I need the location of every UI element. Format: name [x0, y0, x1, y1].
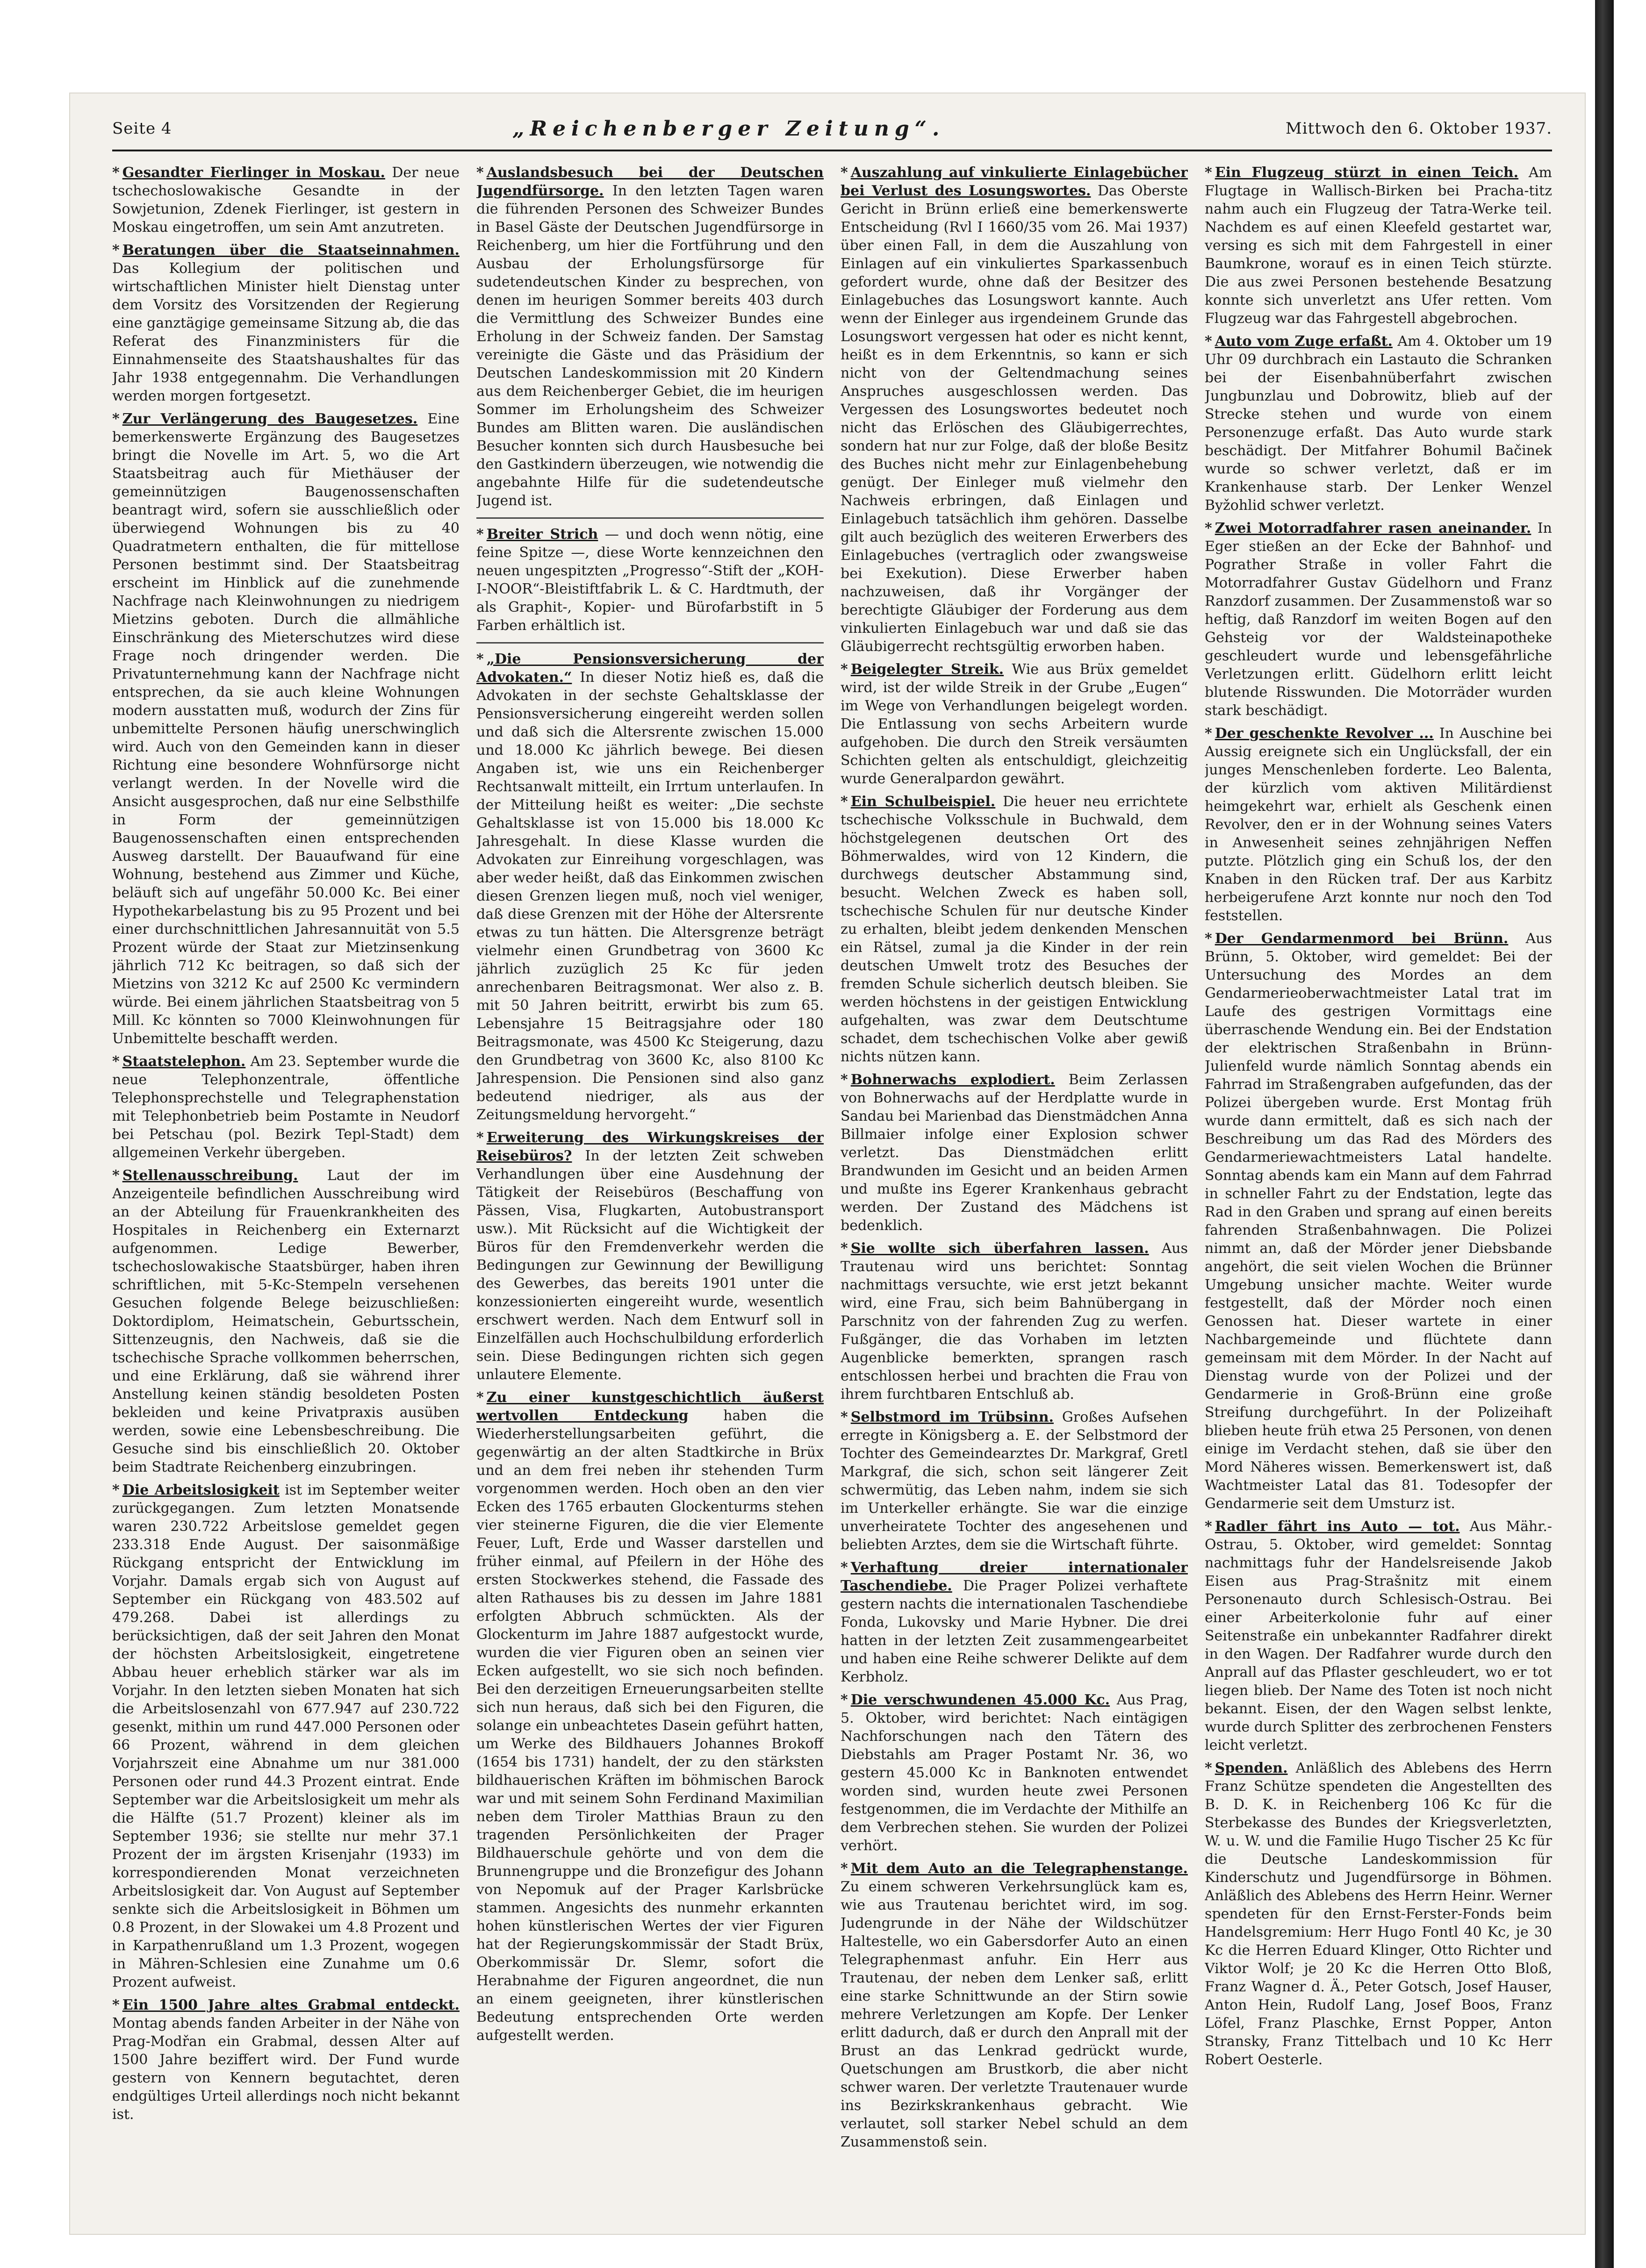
- article-text: [1205, 519, 1552, 720]
- masthead-title: „Reichenberger Zeitung“.: [512, 116, 945, 141]
- asterisk-icon: *: [841, 1860, 848, 1877]
- article-text: [841, 1239, 1188, 1403]
- article-body: Am Flugtage in Wallisch-Birken bei Pracha-titz nahm auch ein Flugzeug der Tatra-Werke teil. Nachdem es auf einen Kleefeld gestartet war, versing es sich mit dem Fahrgestell in einer Baumkrone, worauf es in einen Teich stürzte. Die aus zwei Personen bestehende Besatzung konnte sich unverletzt ans Ufer retten. Vom Flugzeug war das Fahrgestell abgebrochen.: [1205, 165, 1552, 327]
- article-headline: Auszahlung auf vinkulierte Einlagebücher bei Verlust des Losungswortes.: [841, 165, 1188, 199]
- article-body: ist im September weiter zurückgegangen. Zum letzten Monatsende waren 230.722 Arbeitslose gemeldet gegen 233.318 Ende August. Der saisonmäßige Rückgang entspricht der Entwicklung im Vorjahr. Damals ergab sich von August auf September ein Rückgang von 483.502 auf 479.268. Dabei ist allerdings zu berücksichtigen, daß der seit Jahren den Monat der höchsten Arbeitslosigkeit, eingetretene Abbau heuer erheblich stärker war als im Vorjahr. In den letzten sieben Monaten hat sich die Arbeitslosenzahl von 677.947 auf 230.722 gesenkt, mithin um rund 447.000 Personen oder 66 Prozent, während in dem gleichen Vorjahrszeit eine Abnahme um nur 381.000 Personen oder rund 44.3 Prozent eintrat. Ende September war die Arbeitslosigkeit um mehr als die Hälfte (51.7 Prozent) kleiner als im September 1936; sie stellte nur mehr 37.1 Prozent der im ärgsten Krisenjahr (1933) im korrespondierenden Monat verzeichneten Arbeitslosigkeit dar. Von August auf September senkte sich die Arbeitslosigkeit in Böhmen um 0.8 Prozent, in der Slowakei um 4.8 Prozent und in Karpathenrußland um 1.3 Prozent, wogegen in Mähren-Schlesien eine Zunahme um 0.6 Prozent aufweist.: [112, 1482, 460, 1990]
- article: [841, 1239, 1188, 1403]
- article: [841, 1408, 1188, 1554]
- asterisk-icon: *: [112, 1053, 120, 1070]
- asterisk-icon: *: [1205, 725, 1212, 742]
- article-headline: Der Gendarmenmord bei Brünn.: [1215, 930, 1509, 947]
- asterisk-icon: *: [841, 1240, 848, 1257]
- article: [476, 650, 824, 1124]
- article-headline: Auto vom Zuge erfaßt.: [1215, 333, 1393, 350]
- article: [841, 1860, 1188, 2151]
- asterisk-icon: *: [841, 1560, 848, 1576]
- article: [841, 1559, 1188, 1686]
- article: [1205, 724, 1552, 925]
- article-text: [1205, 332, 1552, 515]
- article-headline: Ein 1500 Jahre altes Grabmal entdeckt.: [122, 1997, 460, 2013]
- article: [841, 793, 1188, 1066]
- article-headline: Der geschenkte Revolver ...: [1215, 725, 1434, 742]
- article-headline: Zur Verlängerung des Baugesetzes.: [122, 411, 418, 427]
- asterisk-icon: *: [841, 1072, 848, 1088]
- article-text: [112, 241, 460, 405]
- article-headline: Staatstelephon.: [122, 1053, 246, 1070]
- newspaper-page: [70, 93, 1585, 2234]
- article-headline: Stellenausschreibung.: [122, 1167, 298, 1184]
- scan-edge: [1595, 0, 1614, 2268]
- article-text: [476, 1388, 824, 2045]
- article-body: Am 4. Oktober um 19 Uhr 09 durchbrach ein Lastauto die Schranken bei der Eisenbahnüberfahrt zwischen Jungbunzlau und Dobrowitz, blieb auf der Strecke stehen und wurde von einem Personenzuge erfaßt. Das Auto wurde stark beschädigt. Der Mitfahrer Bohumil Bačinek wurde so schwer verletzt, daß er im Krankenhause starb. Der Lenker Wenzel Byžohlid schwer verletzt.: [1205, 333, 1552, 514]
- asterisk-icon: *: [841, 165, 848, 181]
- article-headline: Ein Schulbeispiel.: [850, 794, 996, 810]
- page-header: [112, 107, 1552, 151]
- article-body: Das Kollegium der politischen und wirtschaftlichen Minister hielt Dienstag unter dem Vorsitz des Vorsitzenden der Regierung eine ganztägige gemeinsame Sitzung ab, die das Referat des Finanzministers für die Einnahmenseite des Staatshaushaltes für das Jahr 1938 entgegennahm. Die Verhandlungen werden morgen fortgesetzt.: [112, 260, 460, 404]
- asterisk-icon: *: [476, 165, 484, 181]
- article: [841, 1691, 1188, 1855]
- article-headline: „Die Pensionsversicherung der Advokaten.“: [476, 651, 824, 686]
- page-number: Seite 4: [112, 119, 172, 138]
- article-headline: Erweiterung des Wirkungskreises der Reisebüros?: [476, 1130, 824, 1164]
- article: [112, 241, 460, 405]
- article-body: Aus Prag, 5. Oktober, wird berichtet: Nach eintägigen Nachforschungen nach den Tätern des Diebstahls am Prager Postamt Nr. 36, wo gestern 45.000 Kc in Banknoten entwendet worden sind, wurden heute zwei Personen festgenommen, die im Verdachte der Mithilfe an dem Verbrechen stehen. Sie wurden der Polizei verhört.: [841, 1692, 1188, 1854]
- article-text: [112, 1481, 460, 1991]
- article-text: [476, 525, 824, 635]
- article-text: [112, 1166, 460, 1476]
- asterisk-icon: *: [1205, 520, 1212, 537]
- article-divider: [476, 642, 824, 644]
- article-text: [841, 164, 1188, 656]
- article-text: [841, 1559, 1188, 1686]
- asterisk-icon: *: [841, 1692, 848, 1708]
- article-body: In Auschine bei Aussig ereignete sich ein Unglücksfall, der ein junges Menschenleben forderte. Leo Balenta, der kürzlich vom aktiven Militärdienst heimgekehrt war, erhielt als Geschenk einen Revolver, den er in der Wohnung seines Vaters in Anwesenheit seines zehnjährigen Neffen putzte. Plötzlich ging ein Schuß los, der den Knaben in den Rücken traf. Der aus Karbitz herbeigerufene Arzt konnte nur noch den Tod feststellen.: [1205, 725, 1552, 924]
- column-1: [112, 164, 460, 2215]
- asterisk-icon: *: [1205, 165, 1212, 181]
- asterisk-icon: *: [841, 1409, 848, 1425]
- article-headline: Bohnerwachs explodiert.: [850, 1072, 1055, 1088]
- article-text: [112, 1996, 460, 2124]
- article-headline: Verhaftung dreier internationaler Taschendiebe.: [841, 1560, 1188, 1594]
- article-text: [1205, 1517, 1552, 1754]
- asterisk-icon: *: [112, 411, 120, 427]
- article-divider: [476, 517, 824, 519]
- article: [1205, 1517, 1552, 1754]
- asterisk-icon: *: [112, 242, 120, 258]
- article-text: [841, 1071, 1188, 1235]
- article-headline: Radler fährt ins Auto — tot.: [1215, 1518, 1460, 1535]
- article-headline: Breiter Strich: [486, 526, 598, 543]
- article-body: Montag abends fanden Arbeiter in der Nähe von Prag-Modřan ein Grabmal, dessen Alter auf 1500 Jahre beziffert wird. Der Fund wurde gestern von Kennern begutachtet, deren endgültiges Urteil allerdings noch nicht bekannt ist.: [112, 2015, 460, 2123]
- article: [841, 660, 1188, 788]
- article-body: Die heuer neu errichtete tschechische Volksschule in Buchwald, dem höchstgelegenen deutschen Ort des Böhmerwaldes, wird von 12 Kindern, die durchwegs deutscher Abstammung sind, besucht. Welchen Zweck es haben soll, tschechische Schulen für nur deutsche Kinder zu erhalten, bleibt jedem denkenden Menschen ein Rätsel, zumal ja die Kinder in der rein deutschen Umwelt trotz des Besuches der fremden Schule sicherlich deutsch bleiben. Sie werden höchstens in der geistigen Entwicklung aufgehalten, was zwar dem Deutschtume schadet, dem tschechischen Volke aber gewiß nichts nützen kann.: [841, 794, 1188, 1065]
- article: [112, 1996, 460, 2124]
- article-headline: Beigelegter Streik.: [850, 661, 1004, 678]
- article: [476, 1129, 824, 1384]
- article-text: [1205, 164, 1552, 328]
- article: [476, 164, 824, 510]
- article-body: Beim Zerlassen von Bohnerwachs auf der Herdplatte wurde in Sandau bei Marienbad das Dienstmädchen Anna Billmaier infolge einer Explosion schwer verletzt. Das Dienstmädchen erlitt Brandwunden im Gesicht und an beiden Armen und mußte ins Egerer Krankenhaus gebracht werden. Der Zustand des Mädchens ist bedenklich.: [841, 1072, 1188, 1234]
- asterisk-icon: *: [476, 651, 484, 667]
- article: [1205, 164, 1552, 328]
- article-body: Der neue tschechoslowakische Gesandte in der Sowjetunion, Zdenek Fierlinger, ist gestern in Moskau eingetroffen, um sein Amt anzutreten.: [112, 165, 460, 236]
- asterisk-icon: *: [112, 1167, 120, 1184]
- column-4: [1205, 164, 1552, 2215]
- article-headline: Die verschwundenen 45.000 Kc.: [850, 1692, 1110, 1708]
- article-body: Anläßlich des Ablebens des Herrn Franz Schütze spendeten die Angestellten des B. D. K. in Reichenberg 106 Kc für die Sterbekasse des Bundes der Kriegsverletzten, W. u. W. und die Familie Hugo Tischer 25 Kc für die Deutsche Landeskommission für Kinderschutz und Jugendfürsorge in Böhmen. Anläßlich des Ablebens des Herrn Heinr. Werner spendeten für den Ernst-Ferster-Fonds beim Handelsgremium: Herr Hugo Fontl 40 Kc, je 30 Kc die Herren Eduard Klinger, Otto Richter und Viktor Wolf; je 20 Kc die Herren Otto Bloß, Franz Wagner d. Ä., Peter Gotsch, Josef Hauser, Anton Hein, Rudolf Lang, Josef Boos, Franz Löfel, Franz Plaschke, Ernst Popper, Anton Stransky, Franz Tittelbach und 10 Kc Herr Robert Oesterle.: [1205, 1760, 1552, 2068]
- article-headline: Zu einer kunstgeschichtlich äußerst wertvollen Entdeckung: [476, 1389, 824, 1424]
- article-headline: Ein Flugzeug stürzt in einen Teich.: [1215, 165, 1519, 181]
- article-body: In dieser Notiz hieß es, daß die Advokaten in der sechste Gehaltsklasse der Pensionsversicherung eingereiht werden sollen und daß sich die Altersrente zwischen 15.000 und 18.000 Kc jährlich bewege. Bei diesen Angaben ist, wie uns ein Reichenberger Rechtsanwalt mitteilt, ein Irrtum unterlaufen. In der Mitteilung heißt es weiter: „Die sechste Gehaltsklasse ist von 15.000 bis 18.000 Kc Jahresgehalt. In diese Klasse wurden die Advokaten zur Einreihung vorgeschlagen, was aber weder heißt, daß das Einkommen zwischen diesen Grenzen liegen muß, noch viel weniger, daß diese Grenzen mit der Höhe der Altersrente etwas zu tun hätten. Die Altersgrenze beträgt vielmehr einen Grundbetrag von 3600 Kc jährlich zuzüglich 25 Kc für jeden anrechenbaren Beitragsmonat. Wer also z. B. mit 50 Jahren beitritt, erwirbt bis zum 65. Lebensjahre 15 Beitragsjahre oder 180 Beitragsmonate, was 4500 Kc Steigerung, dazu den Grundbetrag von 3600 Kc, also 8100 Kc Jahrespension. Die Pensionen sind also ganz bedeutend niedriger, als aus der Zeitungsmeldung hervorgeht.“: [476, 669, 824, 1123]
- issue-date: Mittwoch den 6. Oktober 1937.: [1285, 119, 1552, 138]
- article-headline: Sie wollte sich überfahren lassen.: [850, 1240, 1149, 1257]
- article-text: [112, 410, 460, 1048]
- article-body: Wie aus Brüx gemeldet wird, ist der wilde Streik in der Grube „Eugen“ im Wege von Verhandlungen beigelegt worden. Die Entlassung von sechs Arbeitern wurde aufgehoben. Die durch den Streik versäumten Schichten gelten als entschuldigt, gleichzeitig wurde Generalpardon gewährt.: [841, 661, 1188, 787]
- article: [112, 164, 460, 236]
- article-headline: Mit dem Auto an die Telegraphenstange.: [850, 1860, 1188, 1877]
- asterisk-icon: *: [841, 794, 848, 810]
- article-text: [476, 650, 824, 1124]
- article-text: [1205, 1759, 1552, 2069]
- article: [841, 1071, 1188, 1235]
- article-body: Zu einem schweren Verkehrsunglück kam es, wie aus Trautenau berichtet wird, im sog. Judengrunde in der Nähe der Wildschützer Haltestelle, wo ein Gabersdorfer Auto an einen Telegraphenmast anfuhr. Ein Herr aus Trautenau, der neben dem Lenker saß, erlitt eine starke Schnittwunde an der Stirn sowie mehrere Verletzungen am Kopfe. Der Lenker erlitt dadurch, daß er durch den Anprall mit der Brust an das Lenkrad gedrückt wurde, Quetschungen am Brustkorb, die aber nicht schwer waren. Der verletzte Trautenauer wurde ins Bezirkskrankenhaus gebracht. Wie verlautet, soll starker Nebel schuld an dem Zusammenstoß sein.: [841, 1879, 1188, 2150]
- article-headline: Spenden.: [1215, 1760, 1288, 1776]
- article-text: [476, 1129, 824, 1384]
- article-headline: Die Arbeitslosigkeit: [122, 1482, 280, 1498]
- column-3: [841, 164, 1188, 2215]
- article-headline: Selbstmord im Trübsinn.: [850, 1409, 1054, 1425]
- article-text: [112, 1052, 460, 1162]
- article: [1205, 519, 1552, 720]
- column-2: [476, 164, 824, 2215]
- article: [112, 1052, 460, 1162]
- article-text: [841, 793, 1188, 1066]
- asterisk-icon: *: [476, 526, 484, 543]
- article: [112, 410, 460, 1048]
- article-headline: Gesandter Fierlinger in Moskau.: [122, 165, 385, 181]
- article-text: [841, 1408, 1188, 1554]
- article-body: Laut der im Anzeigenteile befindlichen Ausschreibung wird an der Abteilung für Frauenkrankheiten des Hospitales in Reichenberg ein Externarzt aufgenommen. Ledige Bewerber, tschechoslowakische Staatsbürger, haben ihren schriftlichen, mit 5-Kc-Stempeln versehenen Gesuchen folgende Belege beizuschließen: Doktordiplom, Heimatschein, Geburtsschein, Sittenzeugnis, den Nachweis, daß sie die tschechische Sprache vollkommen beherrschen, und eine Erklärung, daß sie während ihrer Anstellung keinen ständig besoldeten Posten bekleiden und keine Privatpraxis ausüben werden, sowie eine Lebensbeschreibung. Die Gesuche sind bis einschließlich 20. Oktober beim Stadtrate Reichenberg einzubringen.: [112, 1167, 460, 1475]
- article-body: In Eger stießen an der Ecke der Bahnhof- und Pograther Straße in voller Fahrt die Motorradfahrer Gustav Güdelhorn und Franz Ranzdorf zusammen. Der Zusammenstoß war so heftig, daß Ranzdorf im weiten Bogen auf den Gehsteig vor der Waldsteinapotheke geschleudert wurde und lebensgefährliche Verletzungen erlitt. Güdelhorn erlitt leicht blutende Risswunden. Die Motorräder wurden stark beschädigt.: [1205, 520, 1552, 719]
- article-body: In den letzten Tagen waren die führenden Personen des Schweizer Bundes in Basel Gäste der Deutschen Jugendfürsorge in Reichenberg, um hier die Fortführung und den Ausbau der Erholungsfürsorge für sudetendeutschen Kinder zu besprechen, von denen im heurigen Sommer bereits 403 durch die Vermittlung des Schweizer Bundes eine Erholung in der Schweiz fanden. Der Samstag vereinigte die Gäste und das Präsidium der Deutschen Landeskommission mit 20 Kindern aus dem Reichenberger Gebiet, die im heurigen Sommer im Erholungsheim des Schweizer Bundes am Blitten waren. Die ausländischen Besucher konnten sich durch Hausbesuche bei den Gastkindern überzeugen, wie notwendig die angebahnte Hilfe für die sudetendeutsche Jugend ist.: [476, 183, 824, 509]
- article-body: Aus Trautenau wird uns berichtet: Sonntag nachmittags versuchte, wie erst jetzt bekannt wird, eine Frau, sich beim Bahnübergang in Parschnitz von der fahrenden Zug zu werfen. Fußgänger, die das Vorhaben im letzten Augenblicke bemerkten, sprangen rasch entschlossen herbei und brachten die Frau von ihrem furchtbaren Entschluß ab.: [841, 1240, 1188, 1402]
- asterisk-icon: *: [476, 1389, 484, 1406]
- article-text: [1205, 930, 1552, 1513]
- asterisk-icon: *: [112, 1997, 120, 2013]
- article-text: [112, 164, 460, 236]
- article-text: [841, 1691, 1188, 1855]
- article: [1205, 1759, 1552, 2069]
- article-body: Das Oberste Gericht in Brünn erließ eine bemerkenswerte Entscheidung (Rvl I 1660/35 vom 26. Mai 1937) über einen Fall, in dem die Auszahlung von Einlagen auf ein vinkuliertes Sparkassenbuch gefordert wurde, ohne daß der Besitzer des Einlagebuches das Losungswort kannte. Auch wenn der Einleger aus irgendeinem Grunde das Losungswort vergessen hat oder es nicht kennt, heißt es in dem Erkenntnis, so kann er sich nicht von der Geltendmachung seines Anspruches ausgeschlossen werden. Das Vergessen des Losungswortes bedeutet noch nicht das Erlöschen des Gläubigerrechtes, sondern hat nur zur Folge, daß der bloße Besitz des Buches nicht mehr zur Einlagenbehebung genügt. Der Einleger muß vielmehr den Nachweis erbringen, daß Einlagen und Einlagebuch tatsächlich ihm gehören. Dasselbe gilt auch bezüglich des weiteren Erwerbers des Einlagebuches (vertraglich oder zwangsweise bei Exekution). Diese Erwerber haben nachzuweisen, daß ihr Vorgänger der berechtigte Gläubiger der Forderung aus dem vinkulierten Einlagebuch war und daß sie das Gläubigerrecht rechtsgültig erworben haben.: [841, 183, 1188, 655]
- asterisk-icon: *: [841, 661, 848, 678]
- article-body: Die Prager Polizei verhaftete gestern nachts die internationalen Taschendiebe Fonda, Lukovsky und Marie Hybner. Die drei hatten in der letzten Zeit zusammengearbeitet und haben eine Reihe schwerer Delikte auf dem Kerbholz.: [841, 1578, 1188, 1685]
- asterisk-icon: *: [1205, 1518, 1212, 1535]
- article-headline: Beratungen über die Staatseinnahmen.: [122, 242, 460, 258]
- article-body: Großes Aufsehen erregte in Königsberg a. E. der Selbstmord der Tochter des Gemeindearztes Dr. Markgraf, Gretl Markgraf, die sich, schon seit längerer Zeit schwermütig, das Leben nahm, indem sie sich im Unterkeller erhängte. Sie war die einzige unverheiratete Tochter des angesehenen und beliebten Arztes, dem sie die Wirtschaft führte.: [841, 1409, 1188, 1553]
- article: [1205, 930, 1552, 1513]
- article-text: [476, 164, 824, 510]
- article-columns: [112, 164, 1552, 2215]
- article: [476, 525, 824, 635]
- asterisk-icon: *: [112, 1482, 120, 1498]
- article-headline: Zwei Motorradfahrer rasen aneinander.: [1215, 520, 1531, 537]
- article: [841, 164, 1188, 656]
- article: [1205, 332, 1552, 515]
- asterisk-icon: *: [1205, 1760, 1212, 1776]
- article-body: Aus Brünn, 5. Oktober, wird gemeldet: Bei der Untersuchung des Mordes an dem Gendarmerieoberwachtmeister Latal trat im Laufe des gestrigen Vormittags eine überraschende Wendung ein. Bei der Endstation der elektrischen Straßenbahn in Brünn-Julienfeld wurde nämlich Sonntag abends ein Fahrrad im Straßengraben aufgefunden, das der Polizei übergeben wurde. Erst Montag früh wurde dann ermittelt, daß es sich nach der Beschreibung um das Rad des Mörders des Gendarmeriewachtmeisters Latal handelte. Sonntag abends kam ein Mann auf dem Fahrrad in schneller Fahrt zu der Endstation, legte das Rad in den Graben und sprang auf einen bereits fahrenden Straßenbahnwagen. Die Polizei nimmt an, daß der Mörder jener Diebsbande angehört, die seit vielen Wochen die Brünner Umgebung unsicher machte. Weiter wurde festgestellt, daß der Mörder noch einen Genossen hat. Dieser wartete in einer Nachbargemeinde und flüchtete dann gemeinsam mit dem Mörder. In der Nacht auf Dienstag wurde von der Polizei und der Gendarmerie in Groß-Brünn eine große Streifung durchgeführt. In der Polizeihaft blieben heute früh etwa 25 Personen, von denen einige im Verdacht stehen, daß sie über den Mord Näheres wissen. Bemerkenswert ist, daß Wachtmeister Latal das 81. Todesopfer der Gendarmerie seit dem Umsturz ist.: [1205, 930, 1552, 1512]
- article-headline: Auslandsbesuch bei der Deutschen Jugendfürsorge.: [476, 165, 824, 199]
- article-text: [841, 660, 1188, 788]
- article-body: Am 23. September wurde die neue Telephonzentrale, öffentliche Telephonsprechstelle und Telegraphenstation mit Telephonbetrieb beim Postamte in Neudorf bei Petschau (pol. Bezirk Tepl-Stadt) dem allgemeinen Verkehr übergeben.: [112, 1053, 460, 1161]
- asterisk-icon: *: [112, 165, 120, 181]
- article-body: haben die Wiederherstellungsarbeiten geführt, die gegenwärtig an der alten Stadtkirche in Brüx und an dem frei neben ihr stehenden Turm vorgenommen werden. Hoch oben an den vier Ecken des 1765 erbauten Glockenturms stehen vier steinerne Figuren, die die vier Elemente Feuer, Luft, Erde und Wasser darstellen und früher einmal, auf Pfeilern in der Höhe des ersten Stockwerkes stehend, die Fassade des alten Rathauses bis zu dessen im Jahre 1881 erfolgten Abbruch schmückten. Als der Glockenturm im Jahre 1887 aufgestockt wurde, wurden die vier Figuren oben an seinen vier Ecken aufgestellt, wo sie sich noch befinden. Bei den derzeitigen Erneuerungsarbeiten stellte sich nun heraus, daß sich bei den Figuren, die solange ein unbeachtetes Dasein geführt hatten, um Werke des Bildhauers Johannes Brokoff (1654 bis 1731) handelt, der zu den stärksten bildhauerischen Kräften im böhmischen Barock war und mit seinem Sohn Ferdinand Maximilian neben dem Tiroler Matthias Braun zu den tragenden Persönlichkeiten der Prager Bildhauerschule gehörte und von dem die Brunnengruppe und die Bronzefigur des Johann von Nepomuk auf der Prager Karlsbrücke stammen. Angesichts des nunmehr erkannten hohen künstlerischen Wertes der vier Figuren hat der Regierungskommissär der Stadt Brüx, Oberkommissär Dr. Slemr, sofort die Herabnahme der Figuren angeordnet, die nun an einem geeigneten, ihrer künstlerischen Bedeutung entsprechenden Orte werden aufgestellt werden.: [476, 1408, 824, 2044]
- asterisk-icon: *: [476, 1130, 484, 1146]
- article: [112, 1481, 460, 1991]
- article-body: — und doch wenn nötig, eine feine Spitze —, diese Worte kennzeichnen den neuen ungespitzten „Progresso“-Stift der „KOH-I-NOOR“-Bleistiftfabrik L. & C. Hardtmuth, der als Graphit-, Kopier- und Bürofarbstift in 5 Farben erhältlich ist.: [476, 526, 824, 634]
- article-text: [841, 1860, 1188, 2151]
- article: [112, 1166, 460, 1476]
- asterisk-icon: *: [1205, 930, 1212, 947]
- asterisk-icon: *: [1205, 333, 1212, 350]
- article-text: [1205, 724, 1552, 925]
- article-body: Aus Mähr.-Ostrau, 5. Oktober, wird gemeldet: Sonntag nachmittags fuhr der Handelsreisende Jakob Eisen aus Prag-Strašnitz mit einem Personenauto durch Schlesisch-Ostrau. Bei einer Arbeiterkolonie fuhr auf einer Seitenstraße ein unbekannter Radfahrer direkt in den Wagen. Der Radfahrer wurde durch den Anprall auf das Pflaster geschleudert, wo er tot liegen blieb. Der Name des Toten ist noch nicht bekannt. Eisen, der den Wagen selbst lenkte, wurde durch Splitter des zerbrochenen Fensters leicht verletzt.: [1205, 1518, 1552, 1753]
- article-body: In der letzten Zeit schweben Verhandlungen über eine Ausdehnung der Tätigkeit der Reisebüros (Beschaffung von Pässen, Visa, Flugkarten, Autobustransport usw.). Mit Rücksicht auf die Wichtigkeit der Büros für den Fremdenverkehr werden die Bedingungen zur Gewinnung der Bewilligung des Gewerbes, das bereits 1901 unter die konzessionierten eingereiht wurde, wesentlich erschwert werden. Nach dem Entwurf soll in Einzelfällen auch Hochschulbildung erforderlich sein. Diese Bedingungen richten sich gegen unlautere Elemente.: [476, 1148, 824, 1383]
- article: [476, 1388, 824, 2045]
- article-body: Eine bemerkenswerte Ergänzung des Baugesetzes bringt die Novelle im Art. 5, wo die Art Staatsbeitrag auch für Miethäuser der gemeinnützigen Baugenossenschaften beantragt wird, sofern sie ausschließlich oder überwiegend Wohnungen bis zu 40 Quadratmetern enthalten, die für mittellose Personen bestimmt sind. Der Staatsbeitrag erscheint im Hinblick auf die zunehmende Nachfrage nach Kleinwohnungen zu niedrigem Mietzins geboten. Durch die allmähliche Einschränkung des Mieterschutzes wird diese Frage noch dringender werden. Die Privatunternehmung kann der Nachfrage nicht entsprechen, da sie auch kleine Wohnungen modern ausstatten muß, wodurch der Zins für unbemittelte Personen häufig unerschwinglich wird. Auch von den Gemeinden kann in dieser Richtung eine besondere Wohnfürsorge nicht verlangt werden. In der Novelle wird die Ansicht ausgesprochen, daß nur eine Selbsthilfe in Form der gemeinnützigen Baugenossenschaften einen entsprechenden Ausweg darstellt. Der Bauaufwand für eine Wohnung, bestehend aus Zimmer und Küche, beläuft sich auf ungefähr 50.000 Kc. Bei einer Hypothekarbelastung bis zu 95 Prozent und bei einer durchschnittlichen Jahresannuität von 5.5 Prozent würde der Staat zur Mietzinsenkung jährlich 712 Kc beitragen, so daß sich der Mietzins von 3212 Kc auf 2500 Kc vermindern würde. Bei einem jährlichen Staatsbeitrag von 5 Mill. Kc könnten so 7000 Kleinwohnungen für Unbemittelte beschafft werden.: [112, 411, 460, 1047]
